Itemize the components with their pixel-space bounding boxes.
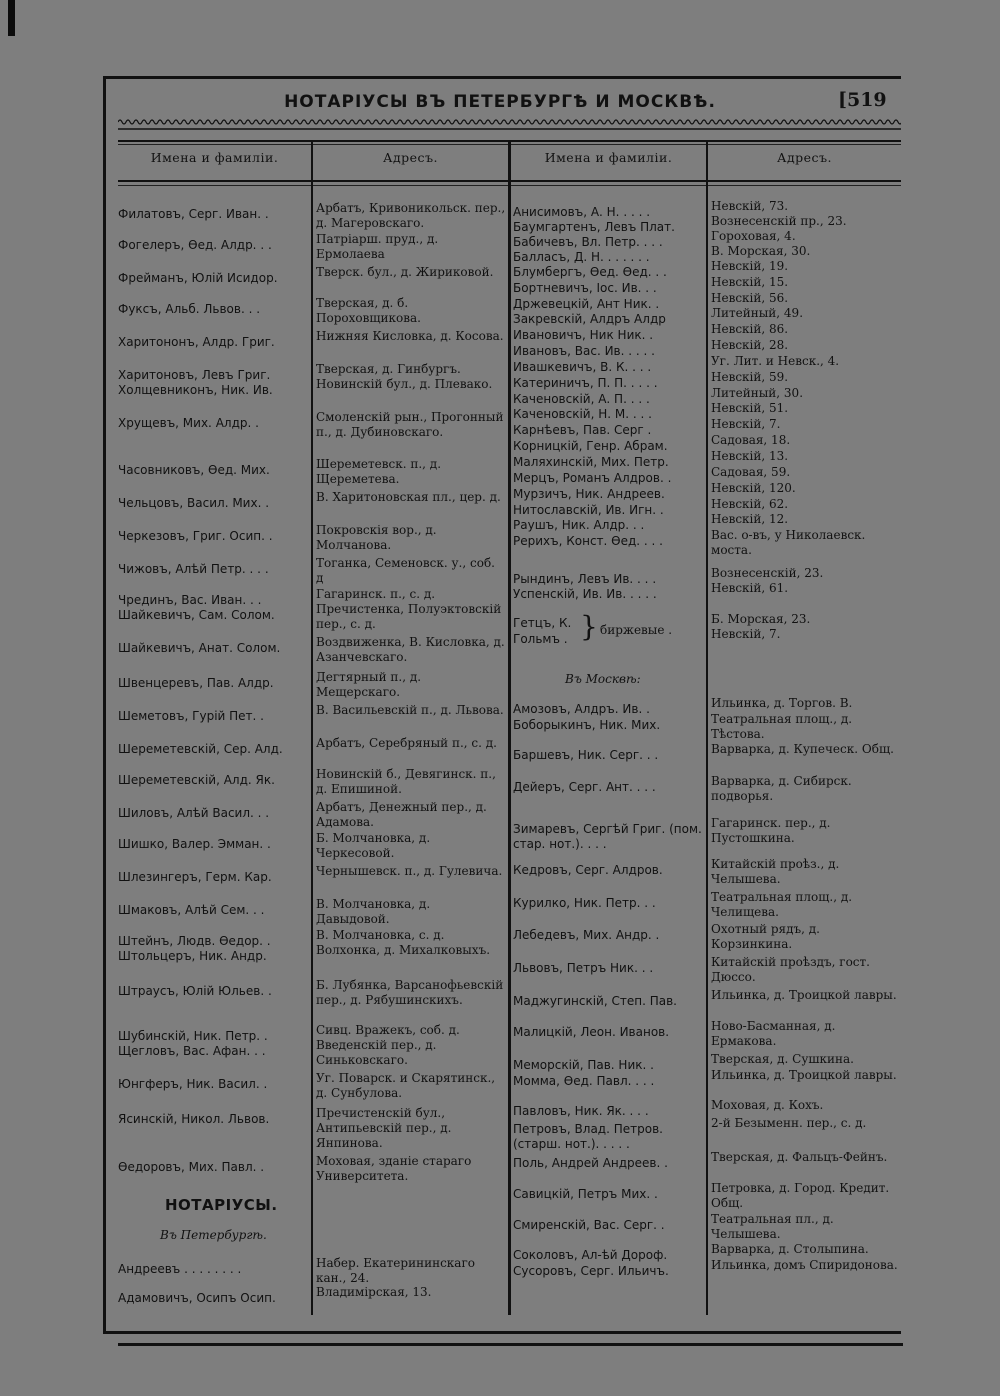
moscow-entry-name: Зимаревъ, Сергѣй Григ. (пом. стар. нот.). . . . (513, 822, 702, 851)
left-entry-address: Воздвиженка, В. Кисловка, д. Азанчевскаго. (316, 635, 505, 664)
left-entry-name: Чрединъ, Вас. Иван. . . (118, 593, 262, 607)
right-entry-name: Катериничъ, П. П. . . . . (513, 376, 658, 390)
right-entry-address: Невскій, 59. (711, 370, 789, 384)
left-entry-name: Шмаковъ, Алѣй Сем. . . (118, 903, 265, 917)
right-entry-address: Невскій, 61. (711, 581, 789, 595)
left-entry-address: Тверская, д. б. Пороховщикова. (316, 296, 421, 325)
left-entry-name: Черкезовъ, Григ. Осип. . (118, 529, 273, 543)
left-entry-name: Шишко, Валер. Эмман. . (118, 837, 271, 851)
right-entry-name: Закревскій, Алдръ Алдр (513, 312, 666, 326)
moscow-entry-address: Китайскій проѣздъ, гост. Дюссо. (711, 955, 870, 984)
right-entry-address: Гороховая, 4. (711, 229, 796, 243)
left-entry-address: Новинскій бул., д. Плевако. (316, 377, 493, 391)
moscow-entry-name: Амозовъ, Алдръ. Ив. . (513, 702, 650, 716)
moscow-entry-name: Лебедевъ, Мих. Андр. . (513, 928, 660, 942)
left-entry-name: Хрущевъ, Мих. Алдр. . (118, 416, 259, 430)
moscow-entry-name: Павловъ, Ник. Як. . . . (513, 1104, 649, 1118)
petersburg-entry-address: Набер. Екатерининскаго кан., 24. (316, 1256, 475, 1285)
left-entry-name: Штейнъ, Людв. Ѳедор. . (118, 934, 271, 948)
right-entry-address: Невскій, 15. (711, 275, 789, 289)
left-entry-name: Чельцовъ, Васил. Мих. . (118, 496, 270, 510)
left-entry-name: Холщевниконъ, Ник. Ив. (118, 383, 273, 397)
moscow-entry-name: Меморскій, Пав. Ник. . (513, 1058, 654, 1072)
right-entry-name: Балласъ, Д. Н. . . . . . . (513, 250, 650, 264)
column-divider-1 (311, 140, 313, 1315)
left-entry-address: Введенскій пер., д. Синьковскаго. (316, 1038, 437, 1067)
right-entry-address: Невскій, 12. (711, 512, 789, 526)
left-entry-name: Шайкевичъ, Анат. Солом. (118, 641, 281, 655)
left-entry-name: Ясинскій, Никол. Львов. (118, 1112, 270, 1126)
right-entry-name: Каченовскій, Н. М. . . . (513, 407, 652, 421)
left-entry-address: Тверская, д. Гинбургъ. (316, 362, 461, 376)
right-entry-name: Успенскій, Ив. Ив. . . . . (513, 587, 657, 601)
left-entry-address: Тоганка, Семеновск. у., соб. д (316, 556, 495, 585)
moscow-entry-name: Савицкій, Петръ Мих. . (513, 1187, 658, 1201)
column-head-address: Адресъ. (383, 150, 438, 165)
right-entry-address: В. Морская, 30. (711, 244, 811, 258)
left-entry-name: Харитононъ, Алдр. Григ. (118, 335, 275, 349)
moscow-entry-address: 2-й Безыменн. пер., с. д. (711, 1116, 867, 1130)
left-entry-name: Шиловъ, Алѣй Васил. . . (118, 806, 270, 820)
left-entry-address: В. Молчановка, с. д. (316, 928, 445, 942)
left-entry-address: Дегтярный п., д. Мещерскаго. (316, 670, 422, 699)
broker-address-2: Невскій, 7. (711, 627, 781, 641)
left-entry-name: Фогелеръ, Ѳед. Алдр. . . (118, 238, 272, 252)
left-entry-address: Уг. Поварск. и Скарятинск., д. Сунбулова. (316, 1071, 496, 1100)
moscow-entry-address: Ильинка, домъ Спиридонова. (711, 1258, 898, 1272)
left-entry-address: Покровскія вор., д. Молчанова. (316, 523, 437, 552)
moscow-entry-name: Соколовъ, Ал-ѣй Дороф. (513, 1248, 668, 1262)
right-entry-name: Ивановъ, Вас. Ив. . . . . (513, 344, 655, 358)
left-entry-name: Щегловъ, Вас. Афан. . . (118, 1044, 266, 1058)
broker-name-2: Гольмъ . (513, 632, 568, 646)
right-entry-address: Невскій, 13. (711, 449, 789, 463)
broker-address-1: Б. Морская, 23. (711, 612, 811, 626)
right-entry-address: Вознесенскій, 23. (711, 566, 824, 580)
left-entry-address: Б. Молчановка, д. Черкесовой. (316, 831, 431, 860)
left-entry-address: Шереметевск. п., д. Щереметева. (316, 457, 442, 486)
left-entry-name: Харитоновъ, Левъ Григ. (118, 368, 271, 382)
moscow-entry-address: Тверская, д. Фальцъ-Фейнъ. (711, 1150, 888, 1164)
right-entry-name: Бабичевъ, Вл. Петр. . . . (513, 235, 663, 249)
moscow-entry-name: Курилко, Ник. Петр. . . (513, 896, 656, 910)
moscow-entry-address: Театральная пл., д. Челышева. (711, 1212, 834, 1241)
moscow-entry-address: Варварка, д. Купеческ. Общ. (711, 742, 894, 756)
left-entry-name: Чижовъ, Алѣй Петр. . . . (118, 562, 269, 576)
left-entry-address: Чернышевск. п., д. Гулевича. (316, 864, 503, 878)
page-title: НОТАРІУСЫ ВЪ ПЕТЕРБУРГѢ И МОСКВѢ. (284, 92, 716, 112)
left-entry-address: В. Молчановка, д. Давыдовой. (316, 897, 431, 926)
petersburg-subheading: Въ Петербургѣ. (160, 1228, 267, 1242)
right-entry-address: Невскій, 19. (711, 259, 789, 273)
right-entry-name: Маляхинскій, Мих. Петр. (513, 455, 669, 469)
right-entry-name: Каченовскій, А. П. . . . (513, 392, 650, 406)
broker-label: биржевые . (600, 623, 673, 637)
right-entry-address: Невскій, 51. (711, 401, 789, 415)
moscow-entry-address: Ильинка, д. Троицкой лавры. (711, 1068, 897, 1082)
right-entry-address: Уг. Лит. и Невск., 4. (711, 354, 840, 368)
moscow-entry-name: Сусоровъ, Серг. Ильичъ. (513, 1264, 669, 1278)
left-entry-address: Новинскій б., Девягинск. п., д. Епишиной. (316, 767, 496, 796)
right-entry-name: Ивашкевичъ, В. К. . . . (513, 360, 652, 374)
left-entry-name: Шереметевскій, Алд. Як. (118, 773, 275, 787)
moscow-entry-name: Смиренскій, Вас. Серг. . (513, 1218, 665, 1232)
moscow-entry-name: Маджугинскій, Степ. Пав. (513, 994, 677, 1008)
right-entry-address: Невскій, 86. (711, 322, 789, 336)
left-entry-address: Арбатъ, Денежный пер., д. Адамова. (316, 800, 487, 829)
right-entry-name: Карнѣевъ, Пав. Серг . (513, 423, 652, 437)
broker-name-1: Гетцъ, К. (513, 616, 572, 630)
right-entry-name: Анисимовъ, А. Н. . . . . (513, 205, 651, 219)
left-entry-name: Шайкевичъ, Сам. Солом. (118, 608, 275, 622)
right-entry-name: Нитославскій, Ив. Игн. . (513, 503, 664, 517)
left-entry-address: В. Харитоновская пл., цер. д. (316, 490, 501, 504)
right-entry-name: Мерцъ, Романъ Алдров. . (513, 471, 672, 485)
moscow-entry-address: Варварка, д. Сибирск. подворья. (711, 774, 852, 803)
bottom-rule (118, 1343, 903, 1346)
left-entry-name: Филатовъ, Серг. Иван. . (118, 207, 269, 221)
left-entry-name: Швенцеревъ, Пав. Алдр. (118, 676, 274, 690)
left-entry-address: Патріарш. пруд., д. Ермолаева (316, 232, 439, 261)
right-entry-address: Невскій, 120. (711, 481, 796, 495)
left-entry-name: Шереметевскій, Сер. Алд. (118, 742, 283, 756)
moscow-entry-name: Баршевъ, Ник. Серг. . . (513, 748, 659, 762)
right-entry-address: Невскій, 28. (711, 338, 789, 352)
right-entry-address: Невскій, 73. (711, 199, 789, 213)
left-entry-name: Шеметовъ, Гурій Пет. . (118, 709, 264, 723)
brace: } (580, 610, 598, 643)
moscow-entry-address: Ново-Басманная, д. Ермакова. (711, 1019, 836, 1048)
right-entry-name: Блумбергъ, Ѳед. Ѳед. . . (513, 265, 667, 279)
moscow-subheading: Въ Москвѣ: (565, 672, 641, 686)
petersburg-entry-name: Андреевъ . . . . . . . . (118, 1262, 242, 1276)
left-entry-address: Пречистенка, Полуэктовскій пер., с. д. (316, 602, 502, 631)
moscow-entry-name: Момма, Ѳед. Павл. . . . (513, 1074, 655, 1088)
right-entry-name: Рындинъ, Левъ Ив. . . . (513, 572, 657, 586)
left-entry-address: Волхонка, д. Михалковыхъ. (316, 943, 491, 957)
right-entry-address: Литейный, 30. (711, 386, 804, 400)
page-number: [519 (838, 89, 887, 111)
left-entry-name: Штраусъ, Юлій Юльев. . (118, 984, 272, 998)
left-entry-address: Пречистенскій бул., Антипьевскій пер., д. Янпинова. (316, 1106, 452, 1150)
right-entry-name: Рерихъ, Конст. Ѳед. . . . (513, 534, 663, 548)
right-entry-address: Садовая, 59. (711, 465, 791, 479)
moscow-entry-address: Гагаринск. пер., д. Пустошкина. (711, 816, 831, 845)
right-entry-address: Вознесенскій пр., 23. (711, 214, 847, 228)
column-head-names-right: Имена и фамиліи. (544, 150, 673, 165)
right-entry-name: Мурзичъ, Ник. Андреев. (513, 487, 665, 501)
right-entry-name: Баумгартенъ, Левъ Плат. (513, 220, 675, 234)
notaries-section-title: НОТАРІУСЫ. (165, 1196, 278, 1214)
left-entry-name: Фрейманъ, Юлій Исидор. (118, 271, 278, 285)
moscow-entry-address: Петровка, д. Город. Кредит. Общ. (711, 1181, 890, 1210)
left-entry-address: Нижняя Кисловка, д. Косова. (316, 329, 504, 343)
moscow-entry-address: Тверская, д. Сушкина. (711, 1052, 854, 1066)
left-entry-address: Арбатъ, Серебряный п., с. д. (316, 736, 497, 750)
left-entry-address: Арбатъ, Кривоникольск. пер., д. Магеровскаго. (316, 201, 506, 230)
left-entry-address: Смоленскій рын., Прогонный п., д. Дубиновскаго. (316, 410, 504, 439)
right-entry-address: Садовая, 18. (711, 433, 791, 447)
right-entry-address: Вас. о-въ, у Николаевск. моста. (711, 528, 866, 557)
right-entry-address: Невскій, 56. (711, 291, 789, 305)
petersburg-entry-name: Адамовичъ, Осипъ Осип. (118, 1291, 276, 1305)
left-entry-address: Тверск. бул., д. Жириковой. (316, 265, 494, 279)
moscow-entry-name: Дейеръ, Серг. Ант. . . . (513, 780, 656, 794)
moscow-entry-name: Львовъ, Петръ Ник. . . (513, 961, 654, 975)
moscow-entry-address: Варварка, д. Столыпина. (711, 1242, 869, 1256)
right-entry-name: Ивановичъ, Ник Ник. . (513, 328, 654, 342)
left-entry-name: Шубинскій, Ник. Петр. . (118, 1029, 268, 1043)
left-entry-name: Фуксъ, Альб. Львов. . . (118, 302, 261, 316)
right-entry-name: Раушъ, Ник. Алдр. . . (513, 518, 645, 532)
right-entry-name: Корницкій, Генр. Абрам. (513, 439, 668, 453)
moscow-entry-address: Театральная площ., д. Челищева. (711, 890, 853, 919)
left-entry-name: Ѳедоровъ, Мих. Павл. . (118, 1160, 265, 1174)
moscow-entry-address: Моховая, д. Кохъ. (711, 1098, 824, 1112)
moscow-entry-address: Театральная площ., д. Тѣстова. (711, 712, 853, 741)
column-divider-2 (508, 140, 511, 1315)
left-entry-address: Сивц. Вражекъ, соб. д. (316, 1023, 460, 1037)
left-entry-address: Б. Лубянка, Варсанофьевскій пер., д. Рябушинскихъ. (316, 978, 504, 1007)
right-entry-address: Невскій, 7. (711, 417, 781, 431)
right-entry-name: Бортневичъ, Іос. Ив. . . (513, 281, 657, 295)
column-head-names: Имена и фамиліи. (150, 150, 279, 165)
left-entry-address: В. Васильевскій п., д. Львова. (316, 703, 504, 717)
moscow-entry-name: Поль, Андрей Андреев. . (513, 1156, 668, 1170)
moscow-entry-address: Китайскій проѣз., д. Челышева. (711, 857, 840, 886)
moscow-entry-name: Боборыкинъ, Ник. Мих. (513, 718, 661, 732)
right-entry-address: Невскій, 62. (711, 497, 789, 511)
right-entry-address: Литейный, 49. (711, 306, 804, 320)
left-entry-name: Штольцеръ, Ник. Андр. (118, 949, 267, 963)
column-head-address-right: Адресъ. (777, 150, 832, 165)
moscow-entry-address: Ильинка, д. Торгов. В. (711, 696, 853, 710)
left-entry-address: Гагаринск. п., с. д. (316, 587, 436, 601)
left-entry-name: Юнгферъ, Ник. Васил. . (118, 1077, 268, 1091)
moscow-entry-address: Охотный рядъ, д. Корзинкина. (711, 922, 820, 951)
left-entry-name: Часовниковъ, Ѳед. Мих. (118, 463, 270, 477)
moscow-entry-name: Малицкій, Леон. Иванов. (513, 1025, 670, 1039)
left-entry-address: Моховая, зданіе стараго Университета. (316, 1154, 472, 1183)
right-entry-name: Држевецкій, Ант Ник. . (513, 297, 660, 311)
scan-edge-mark (8, 0, 15, 36)
left-entry-name: Шлезингеръ, Герм. Кар. (118, 870, 272, 884)
moscow-entry-name: Петровъ, Влад. Петров. (старш. нот.). . . . . (513, 1122, 663, 1151)
decorative-wave-rule (118, 117, 901, 131)
moscow-entry-name: Кедровъ, Серг. Алдров. (513, 863, 663, 877)
moscow-entry-address: Ильинка, д. Троицкой лавры. (711, 988, 897, 1002)
petersburg-entry-address: Владимірская, 13. (316, 1285, 432, 1299)
